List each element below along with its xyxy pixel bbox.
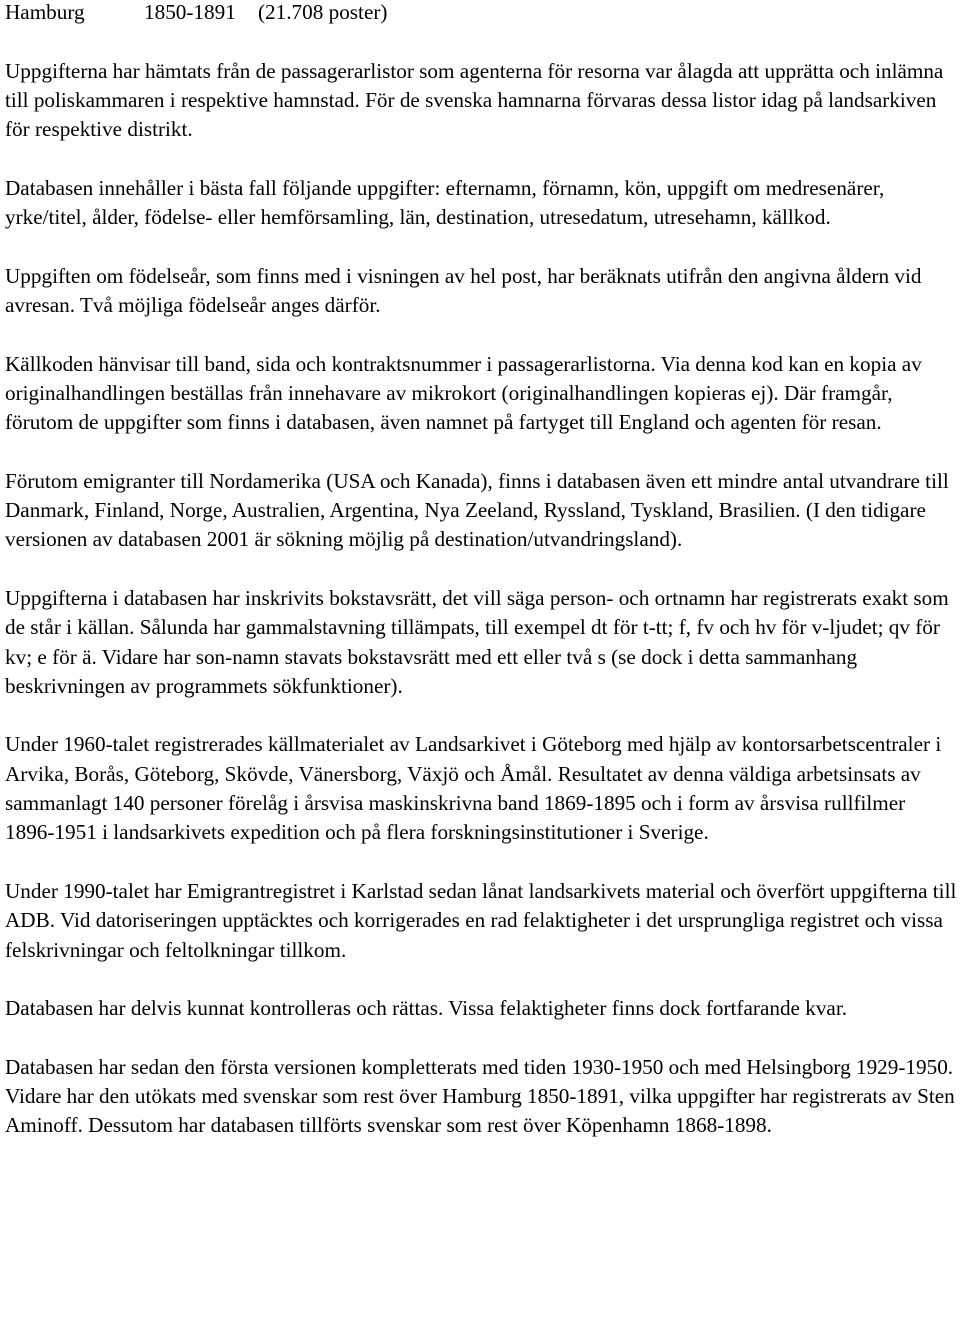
- paragraph-contents: Databasen innehåller i bästa fall följande uppgifter: efternamn, förnamn, kön, uppgift om medresenärer, yrke/titel, ålder, födelse- eller hemförsamling, län, destination, utresedatum, utresehamn, källkod.: [5, 175, 885, 230]
- paragraph-1960s: Under 1960-talet registrerades källmaterialet av Landsarkivet i Göteborg med hjälp av kontorsarbetscentraler i Arvika, Borås, Göteborg, Skövde, Vänersborg, Växjö och Åmål. Resultatet av denna väldiga arbetsinsats av sammanlagt 140 personer förelåg i årsvisa maskinskrivna band 1869-1895 och i form av årsvisa rullfilmer 1896-1951 i landsarkivets expedition och på flera forskningsinstitutioner i Sverige.: [5, 732, 942, 845]
- document-page: [5, 0, 957, 1141]
- paragraph-spelling: Uppgifterna i databasen har inskrivits bokstavsrätt, det vill säga person- och ortnamn har registrerats exakt som de står i källan. Sålunda har gammalstavning tillämpats, till exempel dt för t-tt; f, fv och hv för v-ljudet; qv för kv; e för ä. Vidare har son-namn stavats bokstavsrätt med ett eller två s (se dock i detta sammanhang beskrivningen av programmets sökfunktioner).: [5, 585, 949, 698]
- paragraph-birth-year: Uppgiften om födelseår, som finns med i visningen av hel post, har beräknats utifrån den angivna åldern vid avresan. Två möjliga födelseår anges därför.: [5, 263, 922, 317]
- paragraph-corrections: Databasen har delvis kunnat kontrolleras och rättas. Vissa felaktigheter finns dock fortfarande kvar.: [5, 996, 848, 1021]
- paragraph-source-code: Källkoden hänvisar till band, sida och kontraktsnummer i passagerarlistorna. Via denna kod kan en kopia av originalhandlingen beställas från innehavare av mikrokort (originalhandlingen kopieras ej). Där framgår, förutom de uppgifter som finns i databasen, även namnet på fartyget till England och agenten för resan.: [5, 351, 922, 435]
- paragraph-destinations: Förutom emigranter till Nordamerika (USA och Kanada), finns i databasen även ett mindre antal utvandrare till Danmark, Finland, Norge, Australien, Argentina, Nya Zeeland, Ryssland, Tyskland, Brasilien. (I den tidigare versionen av databasen 2001 är sökning möjlig på destination/utvandringsland).: [5, 468, 949, 552]
- paragraph-1990s: Under 1990-talet har Emigrantregistret i Karlstad sedan lånat landsarkivets material och överfört uppgifterna till ADB. Vid datoriseringen upptäcktes och korrigerades en rad felaktigheter i det ursprungliga registret och vissa felskrivningar och feltolkningar tillkom.: [5, 878, 957, 962]
- heading-city: Hamburg: [5, 0, 85, 24]
- document-heading: [5, 0, 957, 27]
- heading-record-count: (21.708 poster): [258, 0, 388, 24]
- paragraph-source: Uppgifterna har hämtats från de passagerarlistor som agenterna för resorna var ålagda att upprätta och inlämna till poliskammaren i respektive hamnstad. För de svenska hamnarna förvaras dessa listor idag på landsarkiven för respektive distrikt.: [5, 58, 944, 142]
- paragraph-additions: Databasen har sedan den första versionen kompletterats med tiden 1930-1950 och med Helsingborg 1929-1950. Vidare har den utökats med svenskar som rest över Hamburg 1850-1891, vilka uppgifter har registrerats av Sten Aminoff. Dessutom har databasen tillförts svenskar som rest över Köpenhamn 1868-1898.: [5, 1054, 955, 1138]
- heading-years: 1850-1891: [144, 0, 236, 24]
